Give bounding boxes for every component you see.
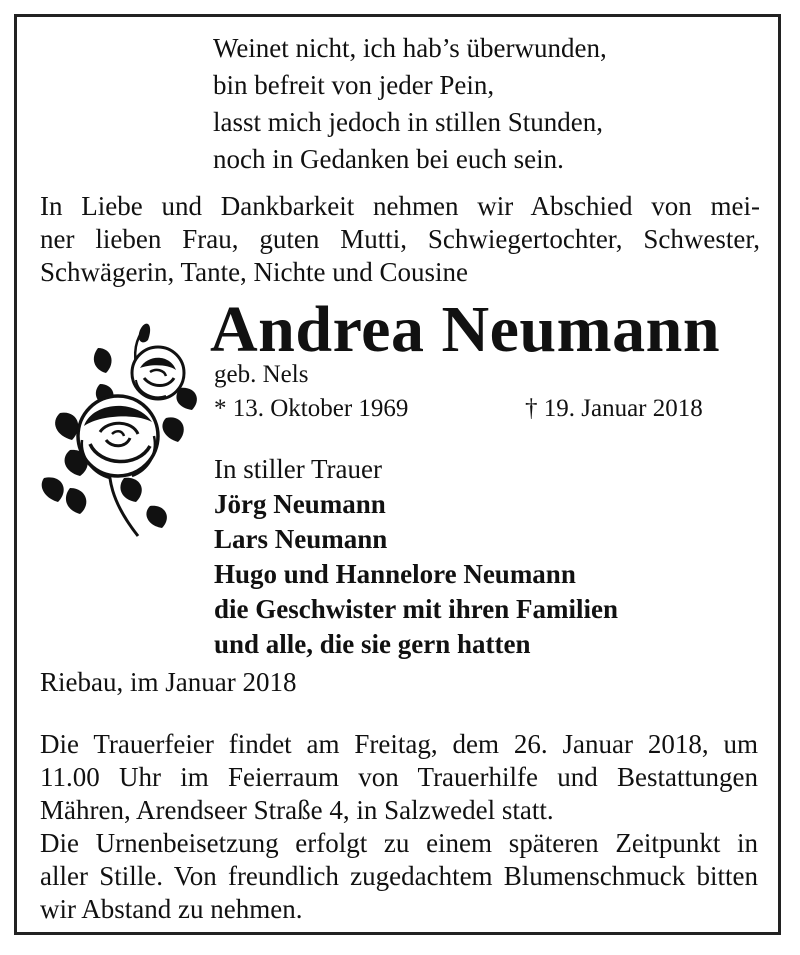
ceremony-line: wir Abstand zu nehmen.	[40, 894, 303, 924]
mourner-name: Jörg Neumann	[214, 489, 386, 519]
mourners-block	[214, 452, 618, 662]
birth-date: * 13. Oktober 1969	[214, 395, 409, 422]
place-date: Riebau, im Januar 2018	[40, 667, 297, 697]
poem-line: bin befreit von jeder Pein,	[213, 70, 495, 100]
intro-line: Schwägerin, Tante, Nichte und Cousine	[40, 257, 469, 287]
mourner-name: die Geschwister mit ihren Familien	[214, 594, 618, 624]
intro-text	[40, 190, 760, 289]
mourner-name: Lars Neumann	[214, 524, 388, 554]
intro-line: ner lieben Frau, guten Mutti, Schwiegertochter, Schwester,	[40, 224, 760, 254]
deceased-name: Andrea Neumann	[210, 293, 721, 366]
ceremony-line: aller Stille. Von freundlich zugedachtem Blumenschmuck bitten	[40, 861, 758, 891]
ceremony-text	[40, 728, 758, 926]
ceremony-line: Die Trauerfeier findet am Freitag, dem 26. Januar 2018, um	[40, 729, 758, 759]
ceremony-line: 11.00 Uhr im Feierraum von Trauerhilfe und Bestattungen	[40, 762, 758, 792]
intro-line: In Liebe und Dankbarkeit nehmen wir Abschied von mei-	[40, 191, 760, 221]
poem-line: Weinet nicht, ich hab’s überwunden,	[213, 33, 607, 63]
maiden-name: geb. Nels	[214, 361, 309, 388]
mourning-heading: In stiller Trauer	[214, 454, 382, 484]
death-date: † 19. Januar 2018	[525, 395, 703, 422]
poem-line: noch in Gedanken bei euch sein.	[213, 144, 564, 174]
poem-line: lasst mich jedoch in stillen Stunden,	[213, 107, 603, 137]
mourner-name: Hugo und Hannelore Neumann	[214, 559, 576, 589]
mourner-name: und alle, die sie gern hatten	[214, 629, 531, 659]
poem	[213, 30, 607, 178]
rose-icon	[40, 318, 205, 543]
ceremony-line: Die Urnenbeisetzung erfolgt zu einem späteren Zeitpunkt in	[40, 828, 758, 858]
ceremony-line: Mähren, Arendseer Straße 4, in Salzwedel statt.	[40, 795, 554, 825]
